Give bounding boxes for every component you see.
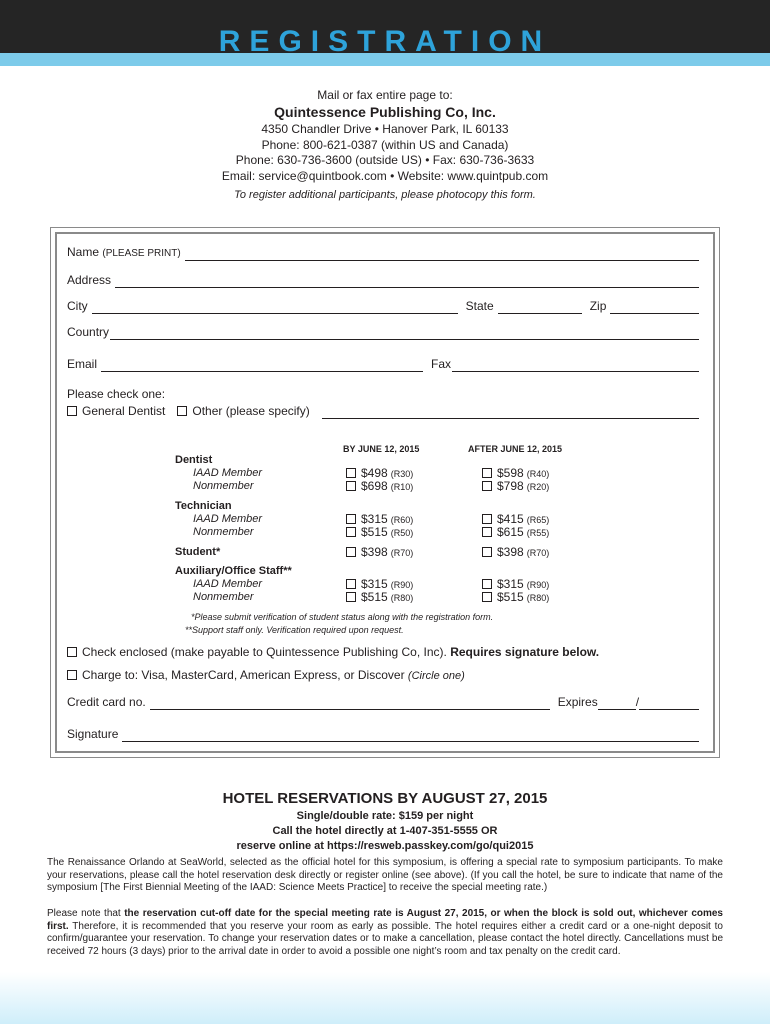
email-label: Email — [67, 357, 98, 371]
fee-late-option[interactable]: $515 (R80) — [482, 591, 549, 605]
email-field[interactable] — [101, 360, 423, 372]
hotel-paragraph-2: Please note that the reservation cut-off date for the special meeting rate is August 27, 2015, or when the block is sold out, whichever comes first. Therefore, it is recommended that you reserve your room as early as possible. The hotel requires either a credit card or a one-night deposit to confirm/guarantee your reservation. To change your reservation dates or to make a cancellation, please contact the hotel directly. Cancellations must be received 72 hours (3 days) prior to the arrival date in order to avoid a possible one night’s room and tax penalty on the credit card. — [47, 908, 723, 957]
address-field[interactable] — [115, 276, 699, 288]
check-enclosed-checkbox[interactable] — [67, 647, 77, 657]
cat-student: Student* — [175, 546, 221, 558]
fee-early-option[interactable]: $498 (R30) — [346, 467, 413, 481]
footer-fade — [0, 972, 770, 1024]
address-row — [67, 273, 699, 288]
hotel-paragraph-1: The Renaissance Orlando at SeaWorld, selected as the official hotel for this symposium, is offering a special rate to symposium participants. To make your reservations, please call the hotel reservation desk directly or register online (see above). (If you call the hotel, be sure to indicate that name of the symposium [The First Biennial Meeting of the IAAD: Science Meets Practice] to receive the special meeting rate.) — [47, 857, 723, 893]
tech-member: IAAD Member — [193, 513, 263, 525]
fee-late-option[interactable]: $798 (R20) — [482, 480, 549, 494]
tech-nonmember: Nonmember — [193, 526, 254, 538]
fee-early-option[interactable]: $398 (R70) — [346, 546, 413, 560]
fee-early-option[interactable]: $315 (R90) — [346, 578, 413, 592]
hotel-online[interactable]: reserve online at https://resweb.passkey.com/go/qui2015 — [236, 840, 534, 852]
signature-row — [67, 727, 699, 742]
general-dentist-checkbox[interactable] — [67, 406, 77, 416]
fee-late-option[interactable]: $615 (R55) — [482, 526, 549, 540]
company-name: Quintessence Publishing Co, Inc. — [274, 104, 496, 120]
phone-us: Phone: 800-621-0387 (within US and Canada) — [261, 138, 509, 152]
city-field[interactable] — [92, 302, 458, 314]
fee-late-option[interactable]: $598 (R40) — [482, 467, 549, 481]
city-label: City — [67, 299, 88, 313]
state-field[interactable] — [498, 302, 582, 314]
other-specify-field[interactable] — [322, 407, 699, 419]
email-row — [67, 357, 699, 372]
country-label: Country — [67, 325, 110, 339]
phone-intl: Phone: 630-736-3600 (outside US) • Fax: 630-736-3633 — [235, 153, 535, 167]
fee-early-option[interactable]: $315 (R60) — [346, 513, 413, 527]
state-label: State — [465, 299, 494, 313]
zip-label: Zip — [589, 299, 607, 313]
company-address: 4350 Chandler Drive • Hanover Park, IL 60133 — [261, 122, 509, 136]
fee-early-option[interactable]: $515 (R80) — [346, 591, 413, 605]
general-dentist-option[interactable]: General Dentist — [67, 404, 169, 419]
signature-field[interactable] — [122, 730, 699, 742]
country-field[interactable] — [110, 328, 699, 340]
credit-card-row — [67, 695, 699, 710]
expires-slash: / — [635, 695, 640, 709]
mailing-intro: Mail or fax entire page to: — [317, 88, 453, 102]
aux-member: IAAD Member — [193, 578, 263, 590]
hotel-title: HOTEL RESERVATIONS BY AUGUST 27, 2015 — [222, 790, 548, 807]
zip-field[interactable] — [610, 302, 699, 314]
hotel-rate: Single/double rate: $159 per night — [296, 810, 474, 822]
cat-dentist: Dentist — [175, 454, 213, 466]
other-option[interactable]: Other (please specify) — [177, 404, 313, 419]
fax-field[interactable] — [452, 360, 699, 372]
col-early: BY JUNE 12, 2015 — [343, 444, 420, 454]
hotel-call: Call the hotel directly at 1-407-351-5555 OR — [272, 825, 498, 837]
col-late: AFTER JUNE 12, 2015 — [468, 444, 563, 454]
expires-month-field[interactable] — [598, 698, 636, 710]
charge-option[interactable]: Charge to: Visa, MasterCard, American Express, or Discover (Circle one) — [67, 669, 465, 683]
country-row — [67, 325, 699, 340]
cc-number-field[interactable] — [150, 698, 550, 710]
city-row — [67, 299, 699, 314]
aux-nonmember: Nonmember — [193, 591, 254, 603]
name-label: Name (PLEASE PRINT) — [67, 245, 181, 259]
fax-label: Fax — [431, 357, 452, 371]
page-title: REGISTRATION — [218, 25, 552, 58]
address-label: Address — [67, 273, 112, 287]
name-field[interactable] — [185, 249, 699, 261]
name-row — [67, 246, 699, 261]
fee-early-option[interactable]: $698 (R10) — [346, 480, 413, 494]
cc-label: Credit card no. — [67, 695, 146, 709]
charge-checkbox[interactable] — [67, 670, 77, 680]
fee-late-option[interactable]: $398 (R70) — [482, 546, 549, 560]
dentist-nonmember: Nonmember — [193, 480, 254, 492]
footnote-staff: **Support staff only. Verification required upon request. — [185, 625, 404, 635]
expires-label: Expires — [557, 695, 598, 709]
contact-info: Email: service@quintbook.com • Website: www.quintpub.com — [221, 169, 549, 183]
other-checkbox[interactable] — [177, 406, 187, 416]
occupation-row — [67, 404, 699, 419]
footnote-student: *Please submit verification of student status along with the registration form. — [191, 612, 494, 622]
dentist-member: IAAD Member — [193, 467, 263, 479]
cat-technician: Technician — [175, 500, 232, 512]
check-enclosed-option[interactable]: Check enclosed (make payable to Quintessence Publishing Co, Inc). Requires signature below. — [67, 646, 599, 659]
check-one-label: Please check one: — [67, 387, 166, 401]
photocopy-note: To register additional participants, please photocopy this form. — [234, 189, 536, 201]
cat-aux: Auxiliary/Office Staff** — [175, 565, 292, 577]
fee-late-option[interactable]: $315 (R90) — [482, 578, 549, 592]
signature-label: Signature — [67, 727, 119, 741]
fee-early-option[interactable]: $515 (R50) — [346, 526, 413, 540]
expires-year-field[interactable] — [639, 698, 699, 710]
fee-late-option[interactable]: $415 (R65) — [482, 513, 549, 527]
